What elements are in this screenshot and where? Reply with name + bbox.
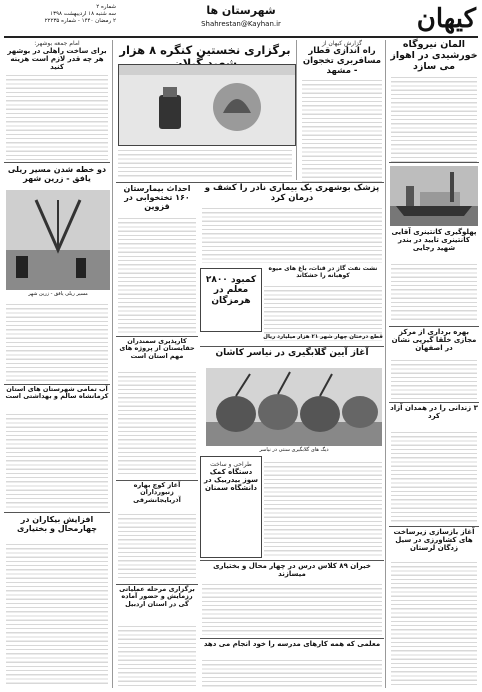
article-title: برای ساخت راهلی در بوشهر هر چه قدر لازم است هزینه کنید xyxy=(7,47,107,72)
rail-text xyxy=(4,300,110,382)
article-body xyxy=(118,623,196,687)
article-body xyxy=(264,283,382,341)
article-solar-plant xyxy=(389,40,479,160)
ardabil-text xyxy=(116,622,198,688)
article-semnan-device xyxy=(200,456,262,558)
column-rule xyxy=(112,40,113,688)
article-bushehr-imam xyxy=(4,40,110,160)
article-railway xyxy=(300,40,384,180)
article-body xyxy=(391,74,477,164)
article-kicker: امام جمعه بوشهر: xyxy=(34,40,80,47)
rosewater-photo xyxy=(206,368,382,446)
row-rule xyxy=(200,346,384,347)
row-rule xyxy=(200,560,384,561)
row-rule xyxy=(389,326,479,327)
article-container-ship xyxy=(389,228,479,258)
oil-leak-text xyxy=(262,282,384,342)
article-body xyxy=(391,357,477,399)
section-email: Shahrestan@Kayhan.ir xyxy=(201,20,281,28)
issue-date: سه شنبه ۱۸ اردیبهشت ۱۳۹۸ xyxy=(50,11,116,17)
issue-meta xyxy=(6,4,116,25)
article-title: دستگاه کمک سوز بیدربیک در دانشگاه سمنان xyxy=(203,468,258,493)
article-title: برگزاری مرحله عملیاتی رزمایش و حضور آماده گی در استان اردبیل xyxy=(119,585,195,608)
article-title: ۳ زندانی را در همدان آزاد کرد xyxy=(390,404,478,421)
article-title: آب تمامی شهرستان های استان کرمانشاه سالم و بهداشتی است xyxy=(5,385,109,401)
article-prisoners-freed xyxy=(389,404,479,426)
teacher-text xyxy=(200,656,384,688)
article-classrooms xyxy=(200,562,384,578)
article-body xyxy=(302,77,382,185)
article-rail-double xyxy=(4,165,110,189)
photo-caption: دیگ های گلابگیری سنتی در نیاسر xyxy=(259,447,329,453)
article-unemployment xyxy=(4,515,110,539)
row-rule xyxy=(389,162,479,163)
article-body xyxy=(6,301,108,381)
rare-disease-text xyxy=(200,204,384,264)
article-hospital-project xyxy=(116,338,198,366)
article-title: المان نیروگاه خورشیدی در اهواز می سازد xyxy=(390,39,478,72)
column-rule xyxy=(385,40,386,688)
article-title: احداث بیمارستان ۱۶۰ تختخوابی در قزوین xyxy=(123,184,191,212)
container-ship-text xyxy=(389,260,479,324)
congress-poster-image xyxy=(118,64,296,146)
ship-photo xyxy=(390,166,478,226)
article-body xyxy=(6,541,108,687)
row-rule xyxy=(389,526,479,527)
row-rule xyxy=(4,162,110,163)
virtual-center-text xyxy=(389,356,479,400)
article-body xyxy=(202,205,382,263)
article-body xyxy=(391,261,477,323)
article-body xyxy=(202,657,382,687)
article-title: نشت نفت گاز در قنات، باغ های میوه کوهبانه را خشکاند xyxy=(268,265,378,279)
article-body xyxy=(202,581,382,635)
article-title: آغاز آیین گلابگیری در نیاسر کاشان xyxy=(215,348,369,358)
article-title: قطع درختان چهار شهر ۲۱ هزار میلیارد ریال xyxy=(263,334,383,340)
prisoners-text xyxy=(389,428,479,524)
masthead xyxy=(4,2,478,38)
unemployment-text xyxy=(4,540,110,688)
rail-photo xyxy=(6,190,110,290)
article-body xyxy=(264,459,382,557)
article-title: کمبود ۲۸۰۰ معلم در هرمزگان xyxy=(205,275,257,306)
article-qazvin-hospital xyxy=(116,184,198,214)
row-rule xyxy=(200,638,384,639)
article-rosewater xyxy=(200,348,384,364)
flood-text xyxy=(389,558,479,688)
article-title: آغاز کوچ بهاره زنبورداران آذربایجانشرقی xyxy=(133,481,181,504)
semnan-text xyxy=(262,458,384,558)
issue-hijri-date: ۲ رمضان ۱۴۴۰ - شماره ۲۲۲۳۵ xyxy=(44,18,116,24)
article-body xyxy=(118,147,292,179)
row-rule xyxy=(389,402,479,403)
article-rare-disease xyxy=(200,184,384,202)
article-body xyxy=(118,369,196,477)
article-martyrs-congress xyxy=(116,44,294,62)
qazvin-text xyxy=(116,214,198,334)
section-title: شهرستان ها xyxy=(206,4,276,17)
article-title: بهره برداری از مرکز مجازی خلقا گیرپی نشان در اصفهان xyxy=(391,328,477,353)
hospital-project-text xyxy=(116,368,198,478)
photo-caption: مسیر ریلی یافق - زرین شهر xyxy=(28,291,88,297)
article-body xyxy=(118,511,196,581)
article-kicker: گزارش کیهان از xyxy=(321,40,363,47)
article-title: افزایش بیکاران در چهارمحال و بختیاری xyxy=(16,515,98,534)
newspaper-logo: کیهان xyxy=(416,4,476,34)
article-title: برگزاری نخستین کنگره ۸ هزار xyxy=(119,43,291,57)
classrooms-text xyxy=(200,580,384,636)
article-body xyxy=(6,72,108,162)
article-title: پزشک بوشهری یک بیماری نادر را کشف و درمان کرد xyxy=(204,183,380,203)
article-flood-reconstruction xyxy=(389,528,479,556)
article-title: معلمی که همه کارهای مدرسه را خود انجام می دهد xyxy=(203,640,381,648)
beekeepers-text xyxy=(116,510,198,582)
article-ardabil-drill xyxy=(116,586,198,620)
water-text xyxy=(4,410,110,510)
column-rule xyxy=(296,40,297,180)
article-title: راه اندازی قطار مسافربری تخجوان - مشهد xyxy=(302,46,382,76)
article-title: پهلوگیری کانتینری آقایی کانتینری تایید در بندر شهید رجایی xyxy=(391,228,477,253)
article-water-quality xyxy=(4,386,110,408)
article-teacher xyxy=(200,640,384,654)
article-body xyxy=(118,215,196,333)
article-tree-cutting xyxy=(262,334,384,346)
article-kicker: طراحی و ساخت xyxy=(210,461,252,468)
article-body xyxy=(391,559,477,687)
article-title: کارپذیری سمندران حقایستان از پروژه های مهم استان است xyxy=(119,337,195,360)
article-teacher-shortage xyxy=(200,268,262,332)
article-oil-leak xyxy=(262,266,384,280)
article-beekeepers xyxy=(116,482,198,508)
congress-text xyxy=(116,146,294,180)
row-rule xyxy=(4,512,110,513)
article-body xyxy=(391,429,477,523)
article-title: آغاز بازسازی زیرساخت های کشاورزی در سیل زدگان لرستان xyxy=(393,528,475,553)
issue-number: شماره ۲ xyxy=(96,4,116,10)
article-virtual-center xyxy=(389,328,479,354)
article-title: خبران ۸۹ کلاس درس در چهار محال و بختیاری میسازند xyxy=(213,562,371,579)
article-body xyxy=(6,411,108,509)
article-title: دو خطه شدن مسیر ریلی یافق - زرین شهر xyxy=(7,165,107,184)
